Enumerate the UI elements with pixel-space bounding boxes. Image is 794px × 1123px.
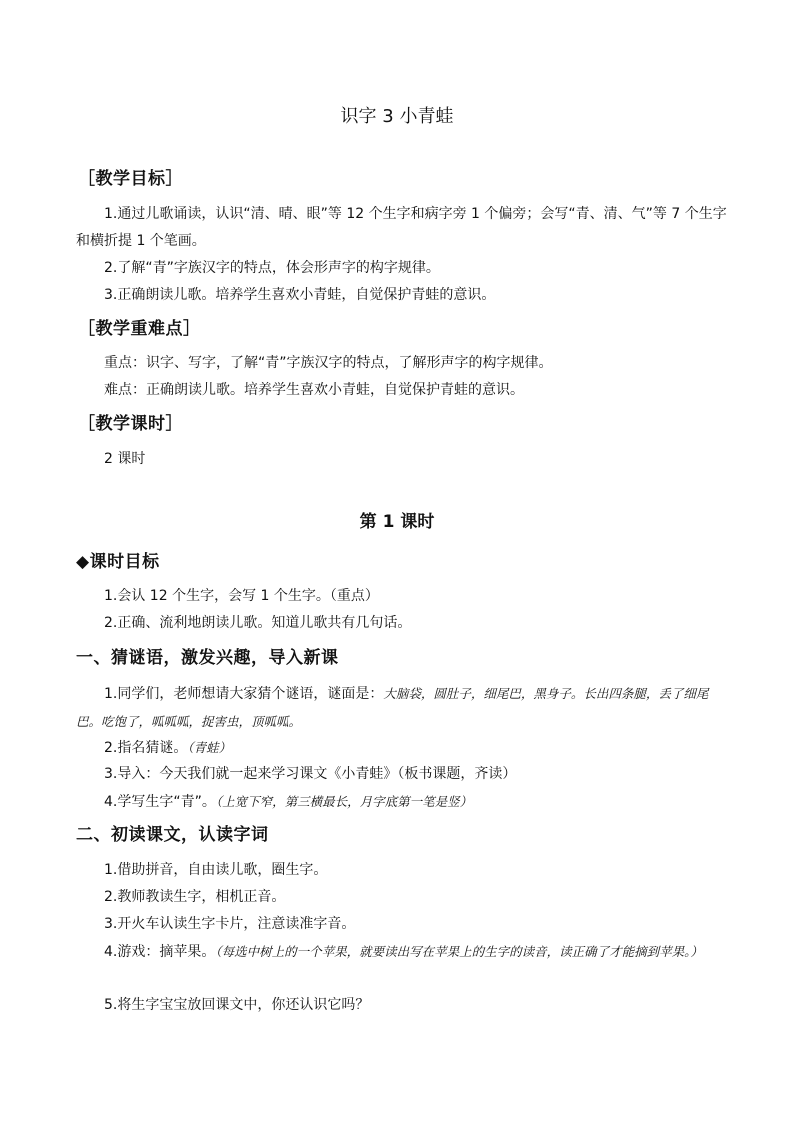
write-text: 4.学写生字“青”。 bbox=[104, 794, 216, 810]
riddle-intro: 1.同学们，老师想请大家猜个谜语，谜面是： bbox=[104, 686, 384, 702]
game-note: （每选中树上的一个苹果，就要读出写在苹果上的生字的读音，读正确了才能摘到苹果。） bbox=[215, 944, 703, 959]
game-item bbox=[76, 938, 728, 966]
hours-value: 2 课时 bbox=[104, 451, 146, 467]
objective-item: 2.正确、流利地朗读儿歌。知道儿歌共有几句话。 bbox=[104, 615, 412, 631]
part2-heading: 二、初读课文，认读字词 bbox=[76, 825, 269, 845]
guess-item bbox=[104, 734, 729, 762]
objective-item: 1.会认 12 个生字，会写 1 个生字。（重点） bbox=[104, 588, 379, 604]
key-points-heading: ［教学重难点］ bbox=[78, 319, 201, 339]
reading-item: 2.教师教读生字，相机正音。 bbox=[104, 889, 286, 905]
reading-item: 3.开火车认读生字卡片，注意读准字音。 bbox=[104, 916, 356, 932]
riddle-text: 大脑袋，圆肚子，细尾巴，黑身子。长出四条腿，丢了细尾巴。吃饱了，呱呱呱，捉害虫，顶呱呱。 bbox=[76, 686, 709, 729]
goal-item-2: 2.了解“青”字族汉字的特点，体会形声字的构字规律。 bbox=[104, 260, 440, 276]
riddle-item bbox=[76, 680, 728, 736]
hours-heading: ［教学课时］ bbox=[78, 414, 183, 434]
return-item: 5.将生字宝宝放回课文中，你还认识它吗？ bbox=[104, 997, 370, 1013]
objectives-heading: ◆课时目标 bbox=[76, 552, 160, 572]
reading-item: 1.借助拼音，自由读儿歌，圈生字。 bbox=[104, 862, 328, 878]
document-title: 识字 3 小青蛙 bbox=[340, 106, 454, 127]
write-note: （上宽下窄，第三横最长，月字底第一笔是竖） bbox=[215, 794, 473, 809]
key-point-item: 重点：识字、写字，了解“青”字族汉字的特点，了解形声字的构字规律。 bbox=[104, 355, 553, 371]
write-item bbox=[104, 788, 729, 816]
goal-item-3: 3.正确朗读儿歌。培养学生喜欢小青蛙，自觉保护青蛙的意识。 bbox=[104, 287, 496, 303]
goals-heading: ［教学目标］ bbox=[78, 169, 183, 189]
guess-text: 2.指名猜谜。 bbox=[104, 740, 188, 756]
game-text: 4.游戏：摘苹果。 bbox=[104, 944, 216, 960]
difficulty-point-item: 难点：正确朗读儿歌。培养学生喜欢小青蛙，自觉保护青蛙的意识。 bbox=[104, 382, 524, 398]
part1-heading: 一、猜谜语，激发兴趣，导入新课 bbox=[76, 648, 339, 668]
guess-answer: （青蛙） bbox=[187, 740, 232, 755]
lesson-title: 第 1 课时 bbox=[359, 512, 435, 532]
goal-item-1: 1.通过儿歌诵读，认识“清、晴、眼”等 12 个生字和病字旁 1 个偏旁；会写“青、清、气”等 7 个生字和横折提 1 个笔画。 bbox=[76, 206, 727, 249]
intro-item: 3.导入：今天我们就一起来学习课文《小青蛙》（板书课题，齐读） bbox=[104, 766, 517, 782]
